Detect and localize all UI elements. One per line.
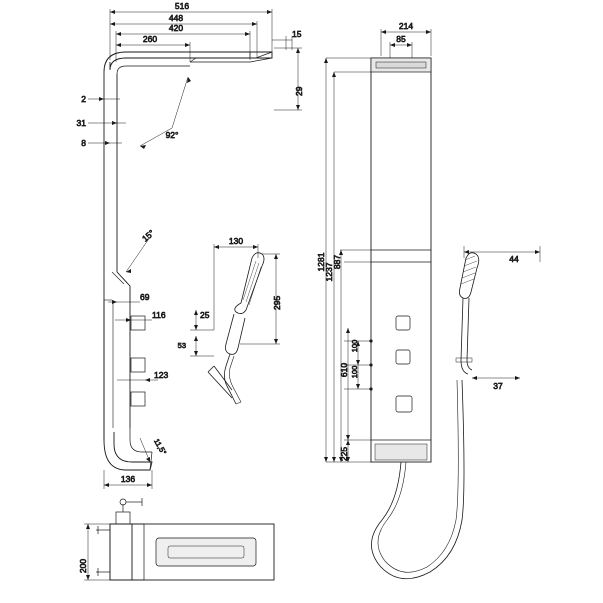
dim-85: 85 (396, 34, 406, 44)
dim-2: 2 (81, 94, 86, 104)
dim-448: 448 (168, 13, 184, 23)
dim-225: 225 (339, 446, 349, 462)
side-elevation-body (104, 52, 272, 470)
dim-8: 8 (81, 138, 86, 148)
dim-25: 25 (200, 310, 210, 320)
dim-100-b: 100 (350, 365, 359, 379)
dim-1281: 1281 (316, 252, 326, 272)
dim-100-a: 100 (350, 339, 359, 353)
dim-123: 123 (154, 370, 169, 380)
dim-37: 37 (493, 381, 503, 391)
dim-1237: 1237 (324, 262, 334, 282)
dim-31: 31 (76, 118, 86, 128)
dim-420: 420 (168, 23, 184, 33)
dim-69: 69 (140, 292, 150, 302)
dim-295: 295 (272, 295, 282, 310)
dim-53: 53 (177, 341, 186, 350)
angle-15-leader (126, 240, 148, 273)
hand-shower-detail (208, 244, 264, 404)
plan-view (96, 498, 274, 580)
side-left-offsets (88, 97, 126, 145)
front-top-dimensions (381, 29, 431, 58)
front-elevation-body (369, 58, 431, 462)
angle-11-5-leader (140, 438, 150, 462)
dim-260: 260 (142, 34, 158, 44)
side-view-top-dimensions (110, 9, 272, 62)
angle-11-5: 11,5° (152, 437, 169, 457)
dim-887: 887 (332, 254, 342, 270)
dim-130: 130 (228, 236, 244, 246)
dim-214: 214 (398, 21, 414, 31)
dim-15: 15 (292, 29, 302, 39)
dim-44: 44 (509, 254, 519, 264)
wand-dimensions (464, 246, 540, 380)
dim-116: 116 (152, 310, 166, 320)
dim-516: 516 (174, 1, 190, 11)
dim-29: 29 (294, 86, 304, 96)
wand-right-view (371, 253, 478, 579)
angle-15: 15° (139, 227, 157, 244)
angle-92: 92° (165, 130, 179, 140)
dim-610: 610 (339, 362, 349, 378)
dim-200: 200 (78, 558, 88, 574)
dim-136: 136 (120, 474, 136, 484)
dim-29-marks (274, 48, 302, 110)
side-control-offsets (108, 300, 158, 382)
